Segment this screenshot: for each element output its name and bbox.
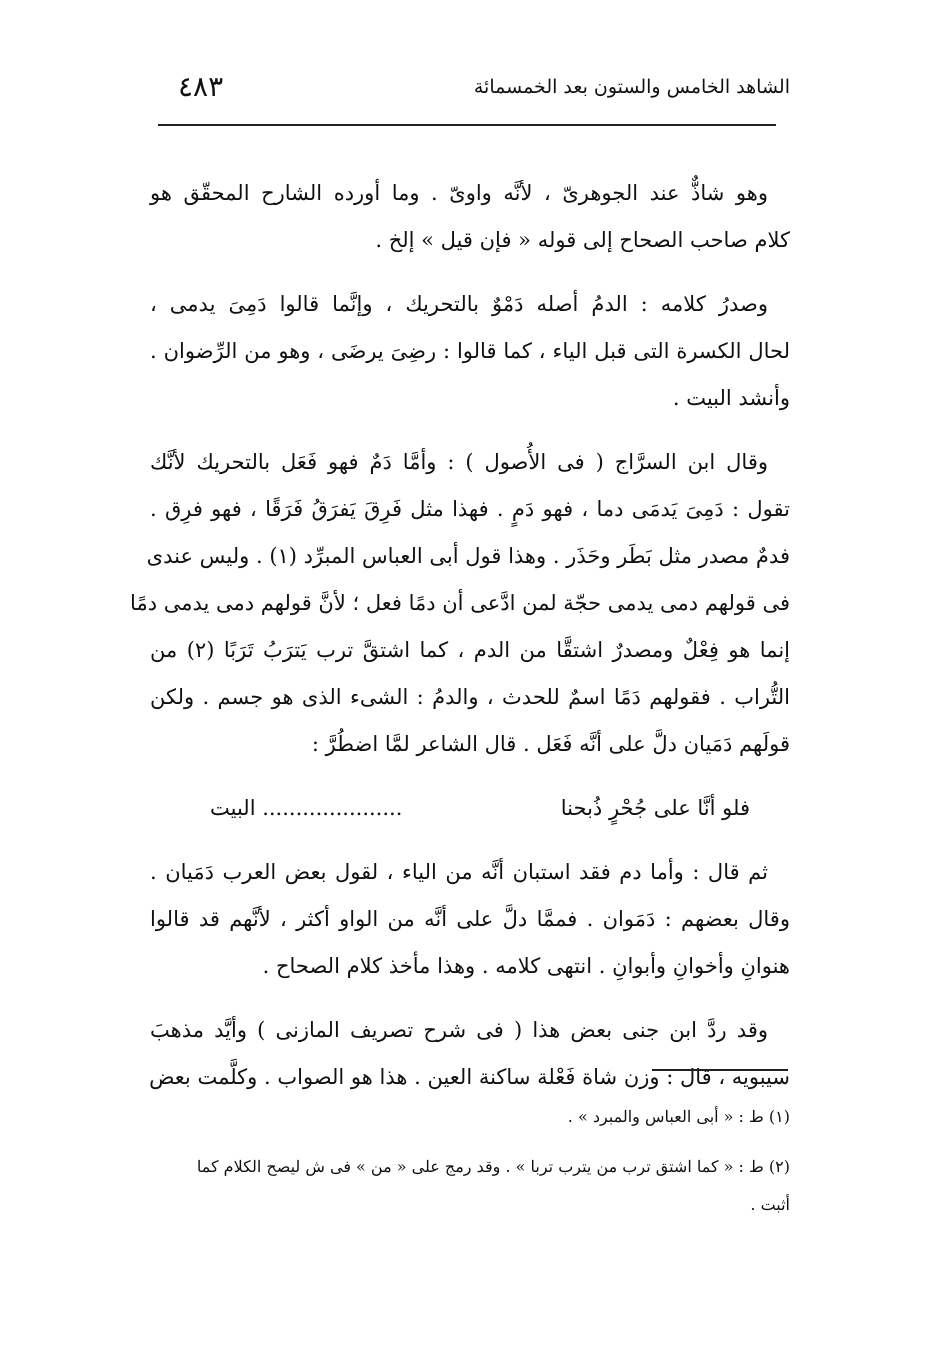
footnote-rule xyxy=(652,1069,788,1071)
footnote xyxy=(150,1148,790,1224)
text-line: تقول : دَمِىَ يَدمَى دما ، فهو دَمٍ . فهذا مثل فَرِقَ يَفرَقُ فَرَقًا ، فهو فرِق . xyxy=(150,497,790,521)
text-line: قولَهم دَمَيان دلَّ على أنَّه فَعَل . قال الشاعر لمَّا اضطُرَّ : xyxy=(311,732,790,756)
text-line: وقال ابن السرَّاج ( فى الأُصول ) : وأمَّا دَمٌ فهو فَعَل بالتحريك لأنَّك xyxy=(150,450,768,474)
text-line: وهو شاذٌّ عند الجوهرىّ ، لأنَّه واوىّ . وما أورده الشارح المحقّق هو xyxy=(150,181,768,205)
footnote-line: (١) ط : « أبى العباس والمبرد » . xyxy=(567,1107,790,1126)
running-title: الشاهد الخامس والستون بعد الخمسمائة xyxy=(473,76,790,98)
text-line: فدمٌ مصدر مثل بَطَر وحَذَر . وهذا قول أبى العباس المبرِّد (١) . وليس عندى xyxy=(146,544,790,568)
text-line: وقد ردَّ ابن جنى بعض هذا ( فى شرح تصريف المازنى ) وأيَّد مذهبَ xyxy=(150,1018,768,1042)
footnotes xyxy=(150,1098,790,1236)
text-line: وقال بعضهم : دَمَوان . فممَّا دلَّ على أنَّه من الواو أكثر ، لأنَّهم قد قالوا xyxy=(150,907,790,931)
text-line: لحال الكسرة التى قبل الياء ، كما قالوا : رضِىَ يرضَى ، وهو من الرِّضوان . xyxy=(150,339,790,363)
paragraph xyxy=(150,849,790,990)
page-header xyxy=(150,70,790,110)
poetry-verse xyxy=(150,785,790,832)
page-number: ٤٨٣ xyxy=(178,70,224,103)
footnote xyxy=(150,1098,790,1136)
paragraph xyxy=(130,439,790,768)
footnote-line: أثبت . xyxy=(750,1195,790,1214)
text-line: فى قولهم دمى يدمى حجّة لمن ادَّعى أن دمًا فعل ؛ لأنَّ قولهم دمى يدمى دمًا xyxy=(130,591,790,615)
verse-second-hemistich: ..................... البيت xyxy=(210,796,403,820)
text-line: التُّراب . فقولهم دَمًا اسمٌ للحدث ، والدمُ : الشىء الذى هو جسم . ولكن xyxy=(150,685,790,709)
paragraph xyxy=(150,170,790,264)
footnote-line: (٢) ط : « كما اشتق ترب من يترب تربا » . وقد رمج على « من » فى ش ليصح الكلام كما xyxy=(196,1157,790,1176)
text-line: ثم قال : وأما دم فقد استبان أنَّه من الياء ، لقول بعض العرب دَمَيان . xyxy=(150,860,768,884)
text-line: وصدرُ كلامه : الدمُ أصله دَمْوٌ بالتحريك ، وإنَّما قالوا دَمِىَ يدمى ، xyxy=(150,292,768,316)
header-rule xyxy=(158,124,776,126)
paragraph xyxy=(150,281,790,422)
text-line: هنوانِ وأخوانِ وأبوانِ . انتهى كلامه . وهذا مأخذ كلام الصحاح . xyxy=(262,954,790,978)
verse-first-hemistich: فلو أنَّا على جُحْرٍ ذُبحنا xyxy=(560,796,750,820)
text-line: سيبويه ، قال : وزن شاة فَعْلة ساكنة العين . هذا هو الصواب . وكلَّمت بعض xyxy=(149,1065,790,1089)
paragraph xyxy=(150,1007,790,1101)
text-line: كلام صاحب الصحاح إلى قوله « فإن قيل » إلخ . xyxy=(375,228,790,252)
body-text xyxy=(130,170,790,1118)
text-line: وأنشد البيت . xyxy=(672,386,790,410)
text-line: إنما هو فِعْلٌ ومصدرٌ اشتقَّا من الدم ، كما اشتقَّ ترب يَترَبُ تَرَبًا (٢) من xyxy=(150,638,790,662)
